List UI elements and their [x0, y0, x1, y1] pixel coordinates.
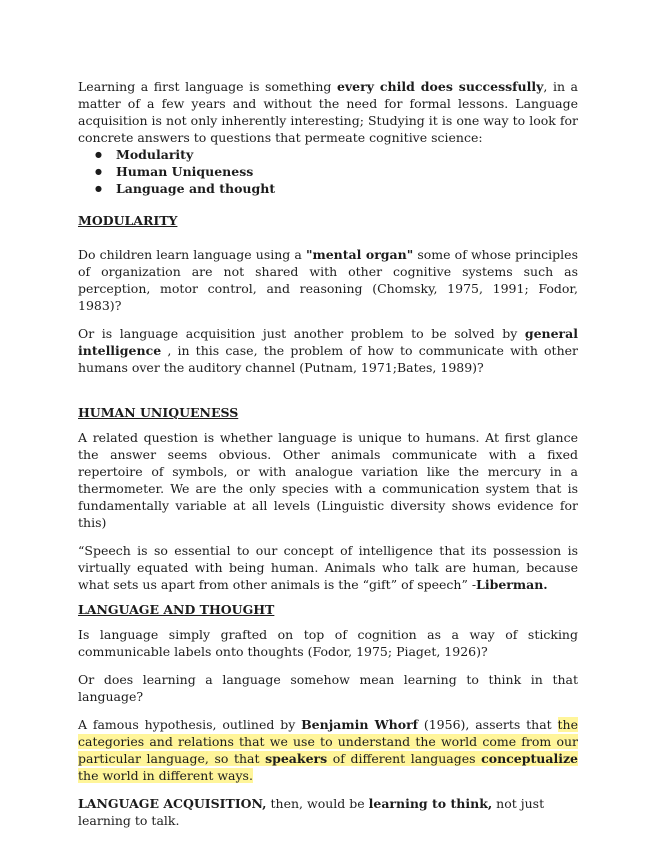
highlighted-emphasis: speakers: [265, 751, 328, 766]
thought-paragraph-2: Or does learning a language somehow mean learning to think in that language?: [78, 672, 578, 704]
intro-text: Learning a first language is something: [78, 79, 337, 94]
list-item: ● Human Uniqueness: [116, 163, 578, 180]
whorf-paragraph: [78, 716, 578, 784]
paragraph-text: some of whose principles of organization are not shared with other cognitive systems such as perception, motor control, and reasoning (Chomsky, 1975, 1991; Fodor, 1983)?: [78, 247, 578, 313]
highlighted-text: the categories and relations that we use to understand the world come from our particular language, so that: [78, 717, 578, 766]
paragraph-text: , in this case, the problem of how to communicate with other humans over the auditory channel (Putnam, 1971;Bates, 1989)?: [78, 343, 578, 375]
uniqueness-paragraph-1: A related question is whether language is unique to humans. At first glance the answer seems obvious. Other animals communicate with a fixed repertoire of symbols, or with analogue variation like the mercury in a thermometer. We are the only species with a communication system that is fundamentally variable at all levels (Linguistic diversity shows evidence for this): [78, 430, 578, 530]
conclusion-emphasis: learning to think,: [368, 796, 493, 811]
intro-paragraph: [78, 78, 578, 146]
conclusion-emphasis: LANGUAGE ACQUISITION,: [78, 796, 267, 811]
paragraph-text: Or is language acquisition just another problem to be solved by: [78, 326, 525, 341]
document-page: [78, 78, 578, 829]
highlighted-text: the world in different ways.: [78, 768, 253, 783]
paragraph-emphasis: general intelligence: [78, 326, 578, 358]
section-heading-language-and-thought: LANGUAGE AND THOUGHT: [78, 602, 275, 617]
section-heading-human-uniqueness: HUMAN UNIQUENESS: [78, 405, 239, 420]
highlighted-text: of different languages: [327, 751, 482, 766]
conclusion-text: then, would be: [266, 796, 369, 811]
modularity-paragraph-1: [78, 246, 578, 314]
quote-paragraph: [78, 542, 578, 593]
paragraph-text: (1956), asserts that: [418, 717, 558, 732]
section-heading-modularity: MODULARITY: [78, 213, 178, 228]
intro-emphasis: every child does successfully: [336, 79, 544, 94]
thought-paragraph-1: Is language simply grafted on top of cognition as a way of sticking communicable labels onto thoughts (Fodor, 1975; Piaget, 1926)?: [78, 627, 578, 659]
author-name: Benjamin Whorf: [301, 717, 419, 732]
list-item: ● Modularity: [116, 146, 578, 163]
modularity-paragraph-2: [78, 325, 578, 376]
conclusion-text: not just learning to talk.: [78, 796, 545, 828]
paragraph-text: Do children learn language using a: [78, 247, 306, 262]
list-item: ● Language and thought: [116, 180, 578, 197]
intro-text-2: , in a matter of a few years and without the need for formal lessons. Language acquisition is not only inherently interesting; Studying it is one way to look for concrete answers to questions that permeate cognitive science:: [78, 79, 579, 145]
paragraph-emphasis: "mental organ": [305, 247, 414, 262]
highlighted-emphasis: conceptualize: [481, 751, 578, 766]
conclusion-paragraph: [78, 795, 578, 829]
quote-attribution: Liberman.: [476, 577, 548, 592]
paragraph-text: A famous hypothesis, outlined by: [78, 717, 302, 732]
topic-list: [78, 146, 578, 197]
quote-text: “Speech is so essential to our concept of intelligence that its possession is virtually equated with being human. Animals who talk are human, because what sets us apart from other animals is the “gift” of speech” -: [78, 543, 578, 592]
